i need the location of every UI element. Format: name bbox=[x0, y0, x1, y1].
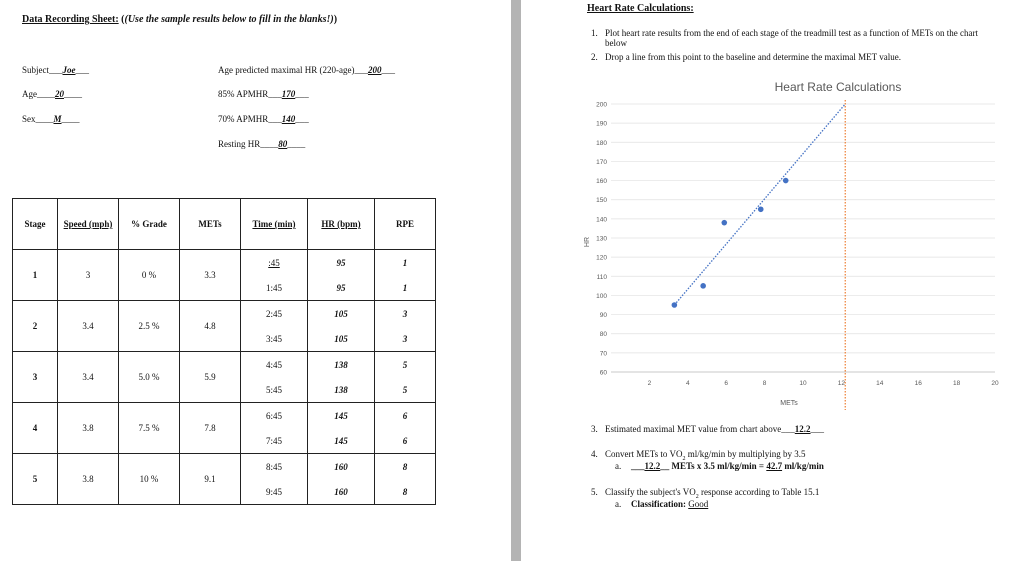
sheet-title: Data Recording Sheet: ((Use the sample results below to fill in the blanks!)) bbox=[22, 14, 338, 25]
sex-value: M bbox=[53, 114, 62, 124]
grade-cell: 2.5 % bbox=[119, 301, 180, 352]
grade-cell: 10 % bbox=[119, 454, 180, 505]
question-5a: a. Classification: Good bbox=[615, 499, 709, 509]
hr-cell bbox=[308, 301, 375, 352]
apmhr85-value: 170 bbox=[281, 89, 296, 99]
age-value: 20 bbox=[55, 89, 64, 99]
rpe-cell bbox=[375, 250, 436, 301]
time-value: 1:45 bbox=[265, 282, 282, 293]
data-table bbox=[12, 198, 436, 505]
x-tick-label: 8 bbox=[762, 380, 767, 387]
mets-cell: 9.1 bbox=[180, 454, 241, 505]
resting-hr-value: 80 bbox=[278, 139, 288, 149]
rpe-cell bbox=[375, 454, 436, 505]
hr-value: 160 bbox=[334, 461, 348, 472]
subject-value: Joe bbox=[62, 65, 76, 75]
y-tick-label: 90 bbox=[599, 312, 607, 320]
hr-value: 145 bbox=[334, 435, 348, 446]
question-5: 5. Classify the subject's $VO_2$ response according to Table 15.1 bbox=[591, 487, 820, 500]
mets-cell: 4.8 bbox=[180, 301, 241, 352]
rpe-value: 6 bbox=[402, 410, 408, 421]
classification-value: Good bbox=[688, 499, 709, 509]
time-value: 7:45 bbox=[265, 435, 282, 446]
step-2: 2. Drop a line from this point to the baseline and determine the maximal MET value. bbox=[591, 52, 902, 62]
y-tick-label: 190 bbox=[596, 120, 607, 128]
time-value: 2:45 bbox=[265, 308, 282, 319]
hr-chart-svg bbox=[583, 72, 1024, 412]
mets-cell: 7.8 bbox=[180, 403, 241, 454]
rpe-cell bbox=[375, 301, 436, 352]
y-tick-label: 100 bbox=[596, 292, 607, 300]
apmhr-field: Age predicted maximal HR (220-age)___200___ bbox=[218, 65, 395, 75]
rpe-cell bbox=[375, 403, 436, 454]
max-met-value: 12.2 bbox=[794, 424, 811, 434]
x-tick-label: 10 bbox=[799, 380, 807, 387]
hr-cell bbox=[308, 454, 375, 505]
apmhr70-field: 70% APMHR___140___ bbox=[218, 114, 309, 124]
header-speed: Speed (mph) bbox=[58, 199, 119, 250]
question-4a: a. ___12.2__ METs x 3.5 ml/kg/min = 42.7 ml/kg/min bbox=[615, 461, 824, 471]
x-tick-label: 4 bbox=[685, 380, 690, 387]
y-tick-label: 80 bbox=[599, 331, 607, 339]
mets-cell: 5.9 bbox=[180, 352, 241, 403]
data-point bbox=[721, 220, 727, 226]
grade-cell: 0 % bbox=[119, 250, 180, 301]
x-tick-label: 18 bbox=[952, 380, 961, 387]
x-tick-label: 2 bbox=[647, 380, 652, 387]
stage-cell: 1 bbox=[13, 250, 58, 301]
time-cell bbox=[241, 352, 308, 403]
x-tick-label: 6 bbox=[724, 380, 729, 387]
hr-cell bbox=[308, 403, 375, 454]
rpe-value: 3 bbox=[402, 333, 408, 344]
header-stage: Stage bbox=[13, 199, 58, 250]
y-tick-label: 130 bbox=[596, 235, 607, 243]
stage-cell: 5 bbox=[13, 454, 58, 505]
hr-value: 160 bbox=[334, 486, 348, 497]
x-tick-label: 12 bbox=[837, 380, 846, 387]
apmhr85-field: 85% APMHR___170___ bbox=[218, 89, 309, 99]
time-cell bbox=[241, 301, 308, 352]
rpe-value: 6 bbox=[402, 435, 408, 446]
time-cell bbox=[241, 454, 308, 505]
time-value: 9:45 bbox=[265, 486, 282, 497]
hr-value: 105 bbox=[334, 333, 348, 344]
header-rpe: RPE bbox=[375, 199, 436, 250]
y-tick-label: 160 bbox=[596, 178, 607, 186]
time-value: 4:45 bbox=[265, 359, 282, 370]
chart-title: Heart Rate Calculations bbox=[774, 80, 902, 94]
mets-input-value: 12.2 bbox=[644, 461, 661, 471]
apmhr-value: 200 bbox=[367, 65, 382, 75]
mets-cell: 3.3 bbox=[180, 250, 241, 301]
heart-rate-calculations-page bbox=[521, 0, 1024, 561]
subject-field: Subject___Joe___ bbox=[22, 65, 89, 75]
data-recording-sheet bbox=[0, 0, 511, 561]
stage-cell: 2 bbox=[13, 301, 58, 352]
resting-hr-field: Resting HR____80____ bbox=[218, 139, 306, 149]
y-tick-label: 70 bbox=[599, 350, 607, 358]
header-grade: % Grade bbox=[119, 199, 180, 250]
speed-cell: 3 bbox=[58, 250, 119, 301]
question-4: 4. Convert METs to $VO_2$ ml/kg/min by multiplying by 3.5 bbox=[591, 449, 806, 462]
table-row bbox=[13, 250, 436, 301]
time-value: 8:45 bbox=[265, 461, 282, 472]
table-row bbox=[13, 352, 436, 403]
y-tick-label: 110 bbox=[596, 273, 607, 281]
rpe-value: 1 bbox=[402, 257, 408, 268]
hr-value: 138 bbox=[334, 359, 348, 370]
y-tick-label: 140 bbox=[596, 216, 607, 224]
y-tick-label: 120 bbox=[596, 254, 607, 262]
vo2-result-value: 42.7 bbox=[766, 461, 783, 471]
data-point bbox=[700, 283, 706, 289]
hr-value: 95 bbox=[336, 282, 346, 293]
y-tick-label: 170 bbox=[596, 158, 607, 166]
speed-cell: 3.4 bbox=[58, 301, 119, 352]
table-row bbox=[13, 301, 436, 352]
hr-value: 145 bbox=[334, 410, 348, 421]
hr-cell bbox=[308, 250, 375, 301]
rpe-value: 3 bbox=[402, 308, 408, 319]
hr-chart bbox=[583, 72, 1024, 412]
header-time: Time (min) bbox=[241, 199, 308, 250]
time-cell bbox=[241, 403, 308, 454]
sex-field: Sex____M____ bbox=[22, 114, 80, 124]
speed-cell: 3.8 bbox=[58, 403, 119, 454]
rpe-value: 1 bbox=[402, 282, 408, 293]
rpe-value: 5 bbox=[402, 384, 408, 395]
page-divider bbox=[511, 0, 521, 561]
y-tick-label: 180 bbox=[596, 139, 607, 147]
hr-value: 138 bbox=[334, 384, 348, 395]
x-tick-label: 14 bbox=[876, 380, 884, 387]
rpe-value: 8 bbox=[402, 461, 408, 472]
speed-cell: 3.8 bbox=[58, 454, 119, 505]
y-tick-label: 60 bbox=[599, 369, 607, 377]
table-row bbox=[13, 454, 436, 505]
time-value: 6:45 bbox=[265, 410, 282, 421]
header-mets: METs bbox=[180, 199, 241, 250]
grade-cell: 5.0 % bbox=[119, 352, 180, 403]
hr-cell bbox=[308, 352, 375, 403]
stage-cell: 4 bbox=[13, 403, 58, 454]
rpe-value: 8 bbox=[402, 486, 408, 497]
time-cell bbox=[241, 250, 308, 301]
rpe-value: 5 bbox=[402, 359, 408, 370]
speed-cell: 3.4 bbox=[58, 352, 119, 403]
stage-cell: 3 bbox=[13, 352, 58, 403]
grade-cell: 7.5 % bbox=[119, 403, 180, 454]
trendline bbox=[674, 104, 845, 305]
time-value: 3:45 bbox=[265, 333, 282, 344]
time-value: :45 bbox=[268, 257, 280, 268]
rpe-cell bbox=[375, 352, 436, 403]
y-tick-label: 150 bbox=[596, 197, 607, 205]
data-point bbox=[672, 302, 678, 308]
x-tick-label: 16 bbox=[914, 380, 922, 387]
y-tick-label: 200 bbox=[596, 101, 607, 109]
step-1: 1. Plot heart rate results from the end of each stage of the treadmill test as a function of METs on the chart below bbox=[591, 28, 978, 48]
header-hr: HR (bpm) bbox=[308, 199, 375, 250]
data-point bbox=[758, 206, 764, 212]
age-field: Age____20____ bbox=[22, 89, 82, 99]
hr-value: 105 bbox=[334, 308, 348, 319]
y-axis-label: HR bbox=[584, 236, 591, 248]
table-header-row bbox=[13, 199, 436, 250]
question-3: 3. Estimated maximal MET value from chart above___12.2___ bbox=[591, 424, 825, 434]
data-point bbox=[783, 178, 789, 184]
hr-value: 95 bbox=[336, 257, 346, 268]
x-tick-label: 20 bbox=[991, 380, 999, 387]
time-value: 5:45 bbox=[265, 384, 282, 395]
apmhr70-value: 140 bbox=[281, 114, 296, 124]
x-axis-label: METs bbox=[780, 400, 798, 407]
table-row bbox=[13, 403, 436, 454]
calc-title: Heart Rate Calculations: bbox=[587, 3, 694, 14]
